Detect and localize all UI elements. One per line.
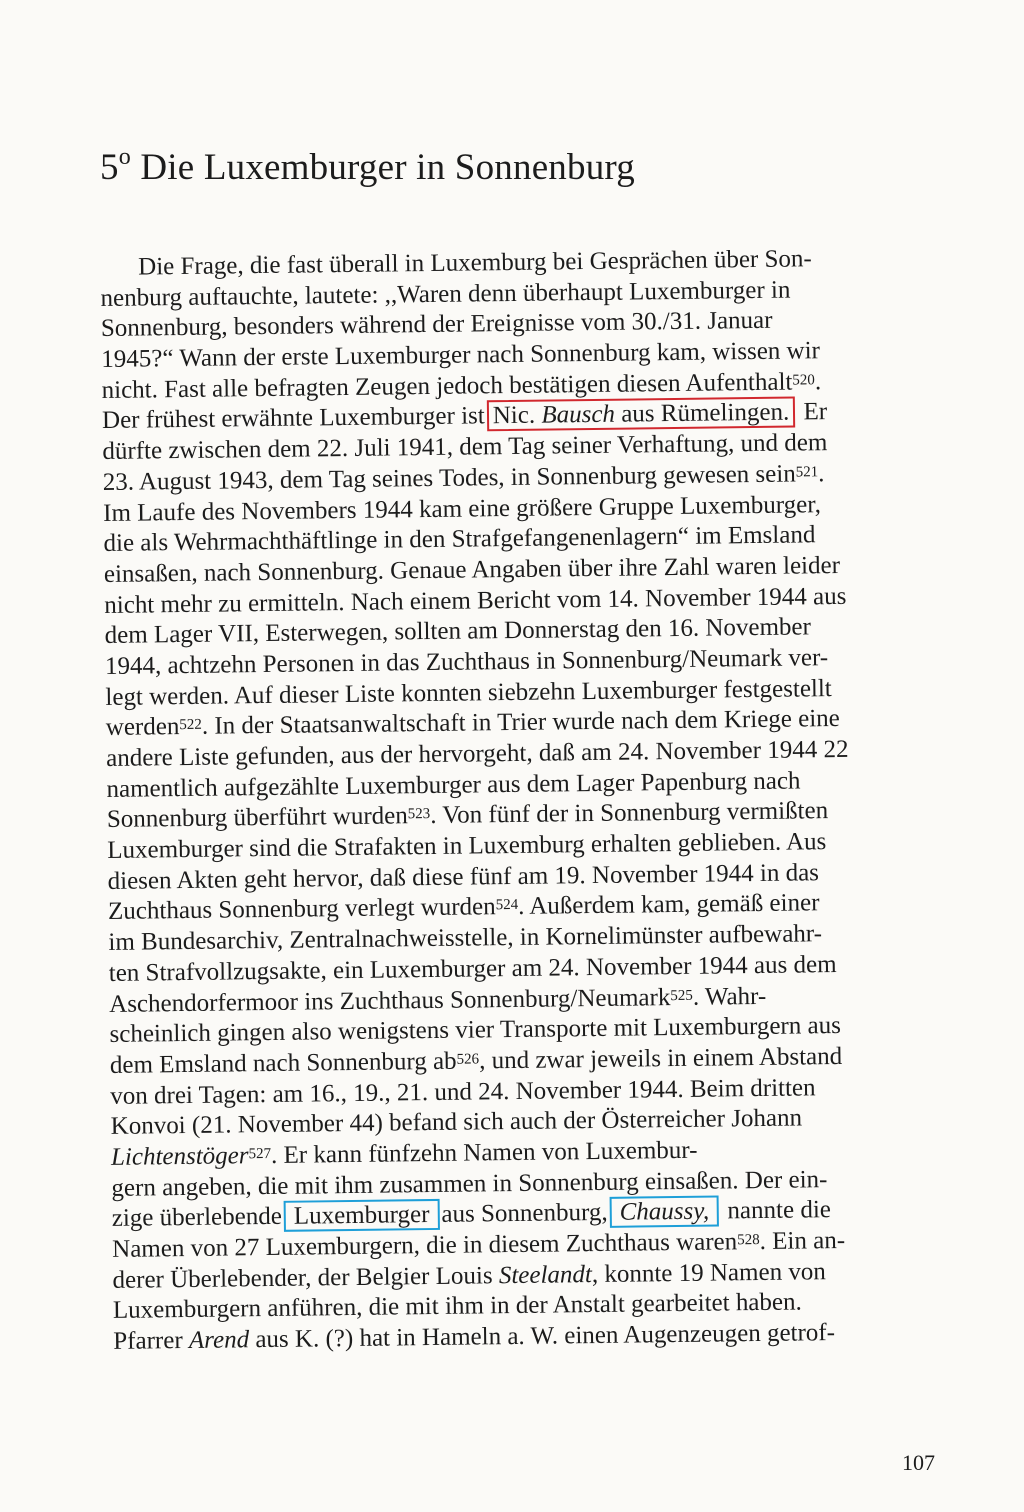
- body-paragraph: [100, 243, 955, 1358]
- line-text: 1945?“ Wann der erste Luxemburger nach Sonnenburg kam, wissen wir: [101, 337, 821, 374]
- line-text: dem Emsland nach Sonnenburg ab: [109, 1047, 457, 1079]
- line-text: legt werden. Auf dieser Liste konnten siebzehn Luxemburger festgestellt: [105, 674, 832, 711]
- highlight-name: Bausch: [541, 401, 616, 430]
- line-text: Sonnenburg, besonders während der Ereignisse vom 30./31. Januar: [100, 307, 773, 343]
- line-text: . Ein an-: [759, 1226, 846, 1256]
- line-text: Er: [803, 398, 828, 426]
- highlight-text: aus Rümelingen.: [614, 399, 790, 429]
- line-text: , und zwar jeweils in einem Abstand: [478, 1042, 843, 1075]
- line-text: . Er kann fünfzehn Namen von Luxembur-: [270, 1136, 698, 1169]
- line-text: zige überlebende: [111, 1203, 282, 1233]
- line-text: .: [818, 459, 825, 488]
- line-text: die als Wehrmachthäftlinge in den Strafgefangenenlagern“ im Emsland: [103, 521, 816, 558]
- line-text: 1944, achtzehn Personen in das Zuchthaus in Sonnenburg/Neumark ver-: [104, 644, 829, 680]
- highlight-box-blue: [609, 1196, 719, 1228]
- line-text: nannte die: [727, 1196, 832, 1225]
- line-text: , konnte 19 Namen von: [591, 1257, 827, 1288]
- line-text: Luxemburgern anführen, die mit ihm in der Anstalt gearbeitet haben.: [112, 1288, 802, 1325]
- line-text: derer Überlebender, der Belgier Louis: [112, 1261, 500, 1294]
- section-title: Die Luxemburger in Sonnenburg: [140, 147, 635, 188]
- line-text: .: [814, 367, 822, 396]
- line-text: ten Strafvollzugsakte, ein Luxemburger am 24. November 1944 aus dem: [108, 950, 837, 987]
- line-text: gern angeben, die mit ihm zusammen in Sonnenburg einsaßen. Der ein-: [111, 1165, 828, 1202]
- person-name: Arend: [188, 1326, 250, 1355]
- line-text: Die Frage, die fast überall in Luxemburg bei Gesprächen über Son-: [138, 245, 812, 281]
- line-text: aus K. (?) hat in Hameln a. W. einen Augenzeugen getrof-: [248, 1319, 836, 1354]
- footnote-ref[interactable]: 524: [495, 897, 519, 914]
- highlight-box-red: [487, 397, 796, 432]
- line-text: Luxemburger sind die Strafakten in Luxemburg erhalten geblieben. Aus: [107, 828, 827, 865]
- line-text: Der frühest erwähnte Luxemburger ist: [101, 402, 485, 435]
- footnote-ref[interactable]: 522: [179, 717, 202, 734]
- line-text: . Außerdem kam, gemäß einer: [518, 889, 820, 921]
- line-text: dem Lager VII, Esterwegen, sollten am Donnerstag den 16. November: [104, 613, 812, 650]
- footnote-ref[interactable]: 528: [737, 1232, 760, 1249]
- line-text: einsaßen, nach Sonnenburg. Genaue Angaben über ihre Zahl waren leider: [103, 551, 841, 588]
- line-text: Im Laufe des Novembers 1944 kam eine größere Gruppe Luxemburger,: [103, 490, 822, 527]
- highlight-text: Luxemburger: [293, 1201, 430, 1231]
- line-text: von drei Tagen: am 16., 19., 21. und 24. November 1944. Beim dritten: [110, 1073, 816, 1110]
- line-text: nicht. Fast alle befragten Zeugen jedoch bestätigen diesen Aufenthalt: [101, 368, 793, 404]
- highlight-name: Chaussy,: [619, 1197, 710, 1227]
- line-text: Konvoi (21. November 44) befand sich auch der Österreicher Johann: [110, 1104, 803, 1141]
- line-text: Zuchthaus Sonnenburg verlegt wurden: [107, 893, 496, 926]
- line-text: . Von fünf der in Sonnenburg vermißten: [430, 797, 829, 830]
- footnote-ref[interactable]: 523: [407, 806, 431, 823]
- footnote-ref[interactable]: 520: [792, 372, 815, 389]
- section-degree: o: [118, 144, 131, 170]
- line-text: aus Sonnenburg,: [441, 1199, 608, 1229]
- line-text: andere Liste gefunden, aus der hervorgeht, daß am 24. November 1944 22: [106, 735, 849, 772]
- line-text: werden: [105, 713, 180, 742]
- footnote-ref[interactable]: 521: [795, 464, 819, 481]
- line-text: Pfarrer: [113, 1327, 190, 1355]
- person-name: Lichtenstöger: [110, 1142, 249, 1171]
- line-text: namentlich aufgezählte Luxemburger aus dem Lager Papenburg nach: [106, 767, 801, 803]
- line-text: Aschendorfermoor ins Zuchthaus Sonnenburg/Neumark: [109, 983, 671, 1018]
- line-text: . In der Staatsanwaltschaft in Trier wurde nach dem Kriege eine: [201, 705, 840, 741]
- footnote-ref[interactable]: 527: [248, 1145, 272, 1163]
- section-heading: [100, 146, 635, 189]
- highlight-text: Nic.: [492, 402, 542, 430]
- footnote-ref[interactable]: 525: [670, 987, 693, 1004]
- line-text: diesen Akten geht hervor, daß diese fünf am 19. November 1944 in das: [107, 859, 820, 895]
- footnote-ref[interactable]: 526: [456, 1051, 480, 1068]
- line-text: nicht mehr zu ermitteln. Nach einem Bericht vom 14. November 1944 aus: [104, 582, 847, 619]
- line-text: Namen von 27 Luxemburgern, die in diesem Zuchthaus waren: [112, 1228, 738, 1263]
- line-text: nenburg auftauchte, lautete: ,,Waren denn überhaupt Luxemburger in: [100, 276, 791, 312]
- line-text: dürfte zwischen dem 22. Juli 1941, dem Tag seiner Verhaftung, und dem: [102, 429, 828, 466]
- line-text: . Wahr-: [692, 982, 767, 1011]
- line-text: im Bundesarchiv, Zentralnachweisstelle, in Kornelimünster aufbewahr-: [108, 920, 823, 957]
- line-text: 23. August 1943, dem Tag seines Todes, in Sonnenburg gewesen sein: [102, 460, 796, 496]
- line-text: Sonnenburg überführt wurden: [106, 802, 408, 834]
- highlight-box-blue: [284, 1199, 440, 1232]
- page-number: 107: [902, 1450, 935, 1475]
- line-text: scheinlich gingen also wenigstens vier Transporte mit Luxemburgern aus: [109, 1012, 842, 1049]
- section-number: 5: [100, 147, 119, 188]
- person-name: Steelandt: [498, 1260, 593, 1289]
